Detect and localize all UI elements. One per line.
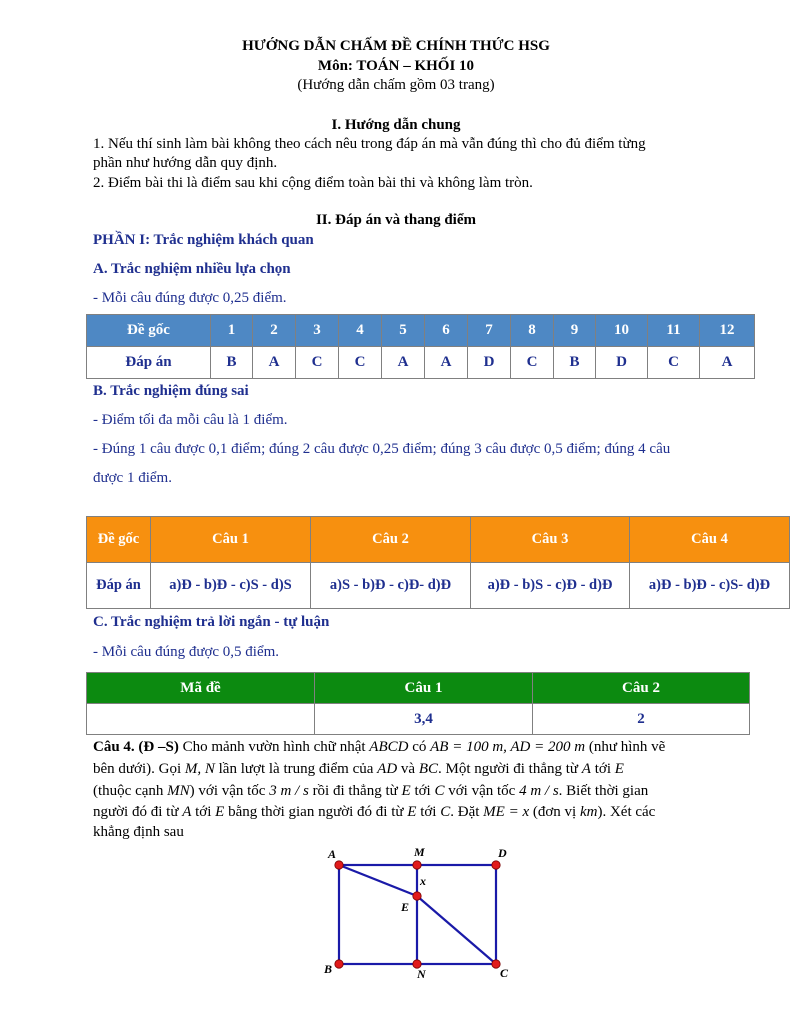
table-a-row-answer: Đáp án [87,347,211,379]
point-b [335,960,343,968]
table-a-answer: A [253,347,296,379]
table-a-question: 10 [596,315,648,347]
table-a-answer-row [87,347,755,379]
table-a-answer: C [296,347,339,379]
problem4-line4 [93,804,655,821]
problem4-text: có [412,739,427,755]
section1-item1-line1: 1. Nếu thí sinh làm bài không theo cách nêu trong đáp án mà vẫn đúng thì cho đủ điểm từng [93,136,646,152]
table-a-question: 2 [253,315,296,347]
part-c-heading: C. Trắc nghiệm trả lời ngắn - tự luận [93,614,330,630]
problem4-text: và [400,761,416,777]
table-a [86,314,755,379]
table-a-answer: A [382,347,425,379]
table-c-question: Câu 1 [315,673,533,704]
table-a-answer: D [596,347,648,379]
part-b-note2-line2: được 1 điểm. [93,470,172,486]
label-m: M [414,845,425,859]
table-a-question: 6 [425,315,468,347]
table-a-question: 8 [511,315,554,347]
table-c-answer: 3,4 [315,704,533,735]
problem4-text: (thuộc cạnh [93,783,164,799]
table-a-answer: A [700,347,755,379]
problem4-text: . Biết thời gian [558,783,649,799]
problem4-text: Cho mảnh vườn hình chữ nhật [182,739,366,755]
segment-ae [339,865,417,896]
problem4-text: tới [195,804,212,820]
table-c-col0: Mã đề [87,673,315,704]
math-point-e: E [215,804,225,820]
math-mn: M, N [184,761,215,777]
label-a: A [328,847,337,861]
table-a-question: 9 [554,315,596,347]
math-point-c: C [434,783,445,799]
doc-subject: Môn: TOÁN – KHỐI 10 [317,58,475,74]
figure-lines [339,865,496,964]
table-a-answer: C [339,347,382,379]
table-a-question: 12 [700,315,755,347]
math-abcd: ABCD [369,739,409,755]
part-b-heading: B. Trắc nghiệm đúng sai [93,383,249,399]
math-point-a: A [182,804,192,820]
label-x: x [420,874,426,888]
problem4-text: rồi đi thẳng từ [312,783,398,799]
table-b-answer: a)Đ - b)S - c)Đ - d)Đ [471,563,630,609]
table-a-row-header: Đề gốc [87,315,211,347]
table-b-answer: a)Đ - b)Đ - c)S - d)S [151,563,311,609]
label-n: N [417,967,426,981]
problem4-line3 [93,783,648,800]
section2-heading: II. Đáp án và thang điểm [315,212,477,228]
table-a-answer: A [425,347,468,379]
math-point-e: E [614,761,624,777]
part-a-heading: A. Trắc nghiệm nhiều lựa chọn [93,261,291,277]
problem4-line1 [93,739,665,756]
table-c-header-row [87,673,750,704]
math-speed-2: 4 m / s [519,783,559,799]
table-a-question: 1 [211,315,253,347]
table-b-question: Câu 2 [311,517,471,563]
table-a-answer: C [648,347,700,379]
problem4-text: (như hình vẽ [588,739,666,755]
table-b-question: Câu 4 [630,517,790,563]
table-c [86,672,750,735]
math-point-e: E [401,783,411,799]
table-b-answer: a)S - b)Đ - c)Đ- d)Đ [311,563,471,609]
part-a-note: - Mỗi câu đúng được 0,25 điểm. [93,290,287,306]
table-a-header-row [87,315,755,347]
table-b-question: Câu 1 [151,517,311,563]
table-b-row-answer: Đáp án [87,563,151,609]
point-e [413,892,421,900]
table-b [86,516,790,609]
math-me-x: ME = x [483,804,530,820]
table-c-answer: 2 [533,704,750,735]
table-a-answer: C [511,347,554,379]
segment-ec [417,896,496,964]
doc-note: (Hướng dẫn chấm gồm 03 trang) [297,77,495,93]
problem4-text: người đó đi từ [93,804,179,820]
math-point-a: A [581,761,591,777]
point-c [492,960,500,968]
math-unit-km: km [579,804,598,820]
point-d [492,861,500,869]
math-point-e: E [407,804,417,820]
part-c-note: - Mỗi câu đúng được 0,5 điểm. [93,644,280,660]
problem4-text: (đơn vị [532,804,577,820]
table-a-question: 7 [468,315,511,347]
table-b-row-header: Đề gốc [87,517,151,563]
rectangle-figure [315,840,525,985]
part1-heading: PHẦN I: Trắc nghiệm khách quan [93,232,314,248]
problem4-text: với vận tốc [448,783,516,799]
section1-item2: 2. Điểm bài thi là điểm sau khi cộng điểm toàn bài thi và không làm tròn. [93,175,533,191]
table-b-question: Câu 3 [471,517,630,563]
table-c-answer-row [87,704,750,735]
problem4-text: tới [414,783,431,799]
label-e: E [401,900,410,914]
table-c-empty-cell [87,704,315,735]
math-dimensions: AB = 100 m, AD = 200 m [430,739,586,755]
label-c: C [500,966,509,980]
table-c-question: Câu 2 [533,673,750,704]
problem4-label: Câu 4. (Đ –S) [93,739,179,755]
math-ad: AD [377,761,398,777]
math-bc: BC [418,761,439,777]
table-a-question: 4 [339,315,382,347]
doc-title: HƯỚNG DẪN CHẤM ĐỀ CHÍNH THỨC HSG [242,38,550,54]
problem4-text: . Đặt [450,804,480,820]
table-a-question: 11 [648,315,700,347]
problem4-line5: khẳng định sau [93,824,184,840]
point-a [335,861,343,869]
problem4-line2 [93,761,624,778]
label-d: D [498,846,507,860]
table-b-answer-row [87,563,790,609]
part-b-note1: - Điểm tối đa mỗi câu là 1 điểm. [93,412,288,428]
problem4-text: bằng thời gian người đó đi từ [228,804,404,820]
problem4-text: tới [420,804,437,820]
problem4-text: tới [594,761,611,777]
problem4-text: lần lượt là trung điểm của [218,761,374,777]
part-b-note2-line1: - Đúng 1 câu được 0,1 điểm; đúng 2 câu được 0,25 điểm; đúng 3 câu được 0,5 điểm; đúng 4 câu [93,441,671,457]
math-point-c: C [440,804,451,820]
problem4-text: . Một người đi thẳng từ [438,761,579,777]
problem4-text: bên dưới). Gọi [93,761,182,777]
table-b-header-row [87,517,790,563]
point-m [413,861,421,869]
table-a-question: 3 [296,315,339,347]
problem4-text: ) với vận tốc [189,783,266,799]
table-a-answer: B [554,347,596,379]
table-b-answer: a)Đ - b)Đ - c)S- d)Đ [630,563,790,609]
label-b: B [324,962,333,976]
problem4-text: ). Xét các [597,804,656,820]
math-mn: MN [167,783,190,799]
section1-heading: I. Hướng dẫn chung [331,117,461,133]
section1-item1-line2: phần như hướng dẫn quy định. [93,155,278,171]
table-a-answer: D [468,347,511,379]
table-a-question: 5 [382,315,425,347]
table-a-answer: B [211,347,253,379]
math-speed-1: 3 m / s [269,783,309,799]
